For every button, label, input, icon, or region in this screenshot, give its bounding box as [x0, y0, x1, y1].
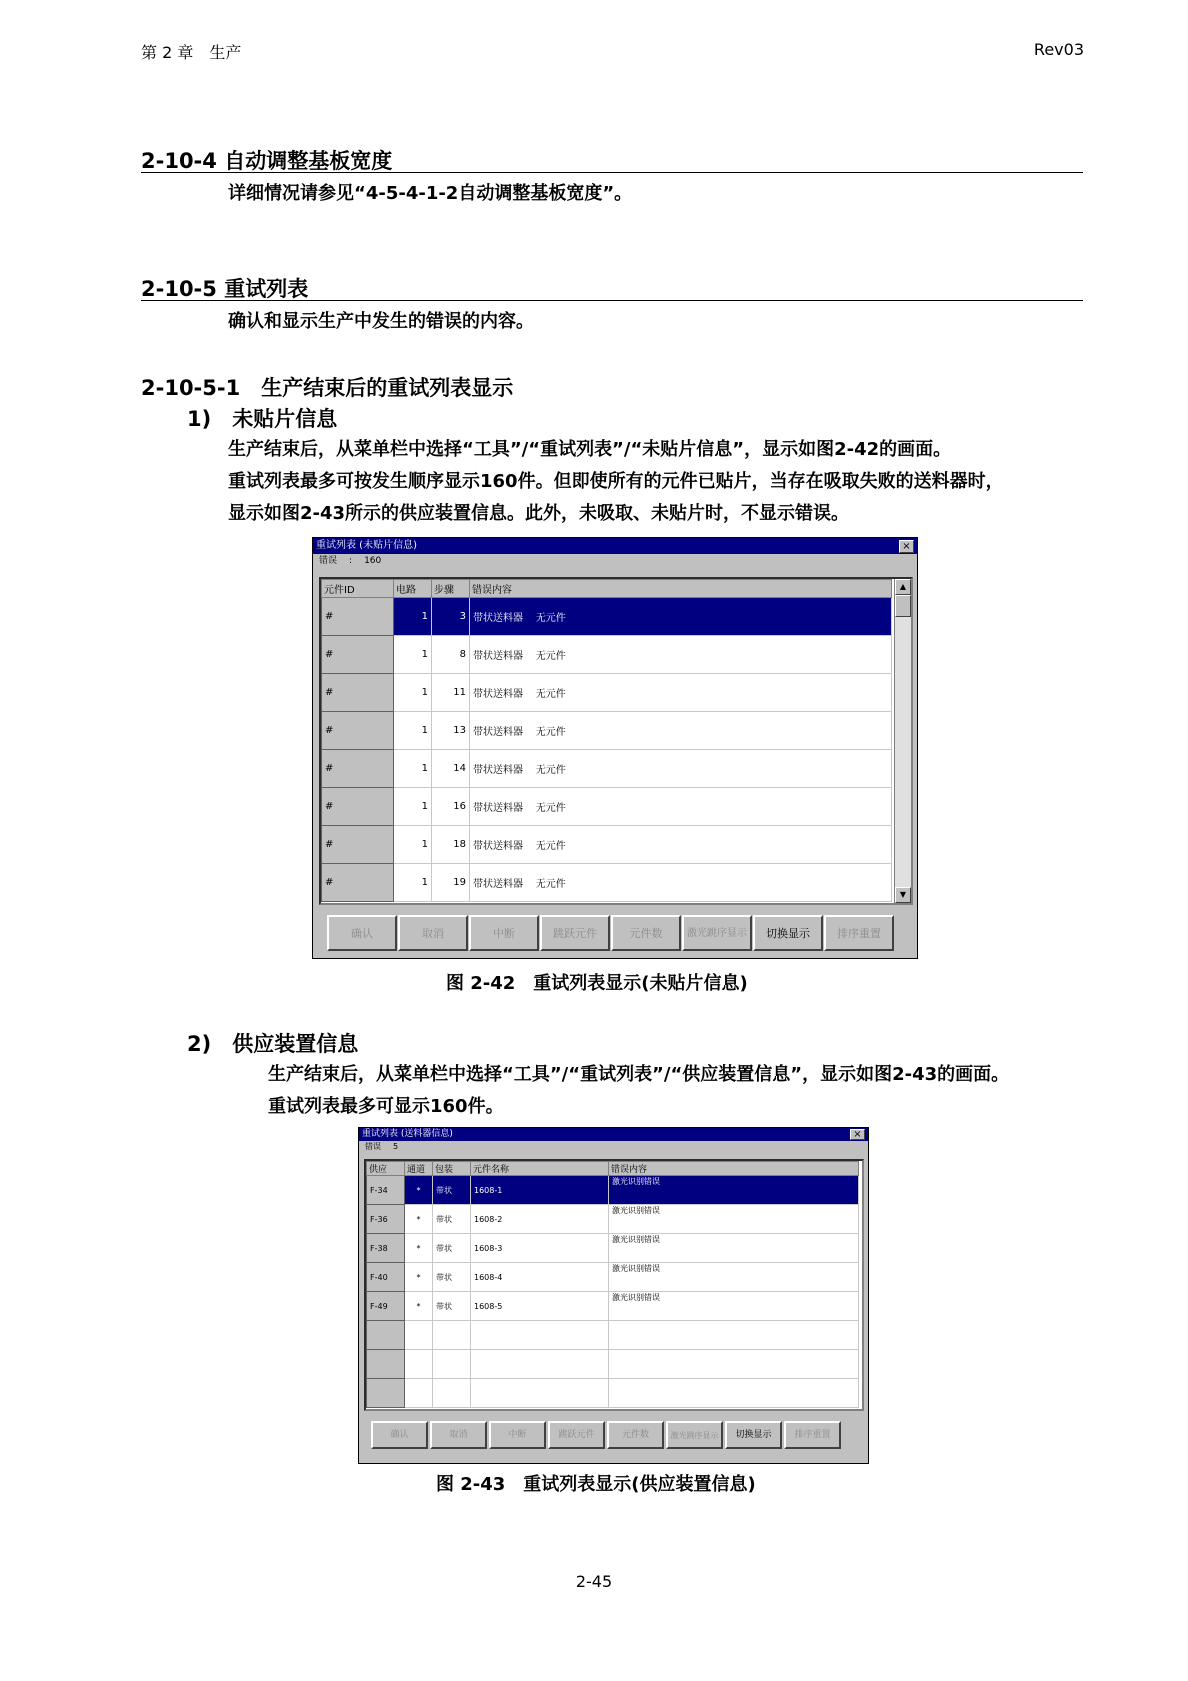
retry-grid[interactable] [364, 1159, 864, 1411]
error-count-line [313, 554, 917, 568]
row-error [470, 750, 892, 788]
row-component-name: 1608-4 [471, 1263, 609, 1292]
error-label: 错误 [365, 1142, 381, 1151]
window-title: 重试列表 (送料器信息) [362, 1129, 453, 1139]
revision-label: Rev03 [1033, 40, 1084, 59]
row-id: # [322, 826, 394, 864]
row-id: # [322, 712, 394, 750]
row-feeder: F-34 [367, 1176, 405, 1205]
toggle-display-button[interactable]: 切换显示 [753, 915, 823, 951]
row-channel: * [405, 1263, 433, 1292]
table-row[interactable] [322, 864, 892, 902]
row-error-msg: 无元件 [535, 689, 566, 700]
row-channel: * [405, 1176, 433, 1205]
vertical-scrollbar[interactable] [894, 579, 911, 903]
scroll-up-icon[interactable]: ▲ [895, 579, 911, 595]
column-header[interactable]: 通道 [405, 1162, 433, 1176]
row-feeder: F-38 [367, 1234, 405, 1263]
row-error [470, 788, 892, 826]
column-header[interactable]: 元件ID [322, 580, 394, 598]
table-row[interactable] [367, 1263, 859, 1292]
table-row[interactable] [322, 826, 892, 864]
row-step: 11 [432, 674, 470, 712]
row-error-type: 带状送料器 [473, 651, 523, 662]
row-id: # [322, 674, 394, 712]
page-number: 2-45 [575, 1572, 613, 1591]
row-id: # [322, 788, 394, 826]
table-row[interactable] [367, 1176, 859, 1205]
button-bar [371, 1421, 841, 1449]
retry-list-window-feeder [358, 1127, 869, 1464]
retry-grid[interactable] [319, 577, 913, 905]
item2-line: 重试列表最多可显示160件。 [268, 1096, 504, 1117]
item1-line: 重试列表最多可按发生顺序显示160件。但即使所有的元件已贴片，当存在吸取失败的送料器时， [228, 471, 1004, 492]
component-count-button[interactable]: 元件数 [611, 915, 681, 951]
column-header[interactable]: 元件名称 [471, 1162, 609, 1176]
section-heading-2-10-5: 2-10-5 重试列表 [141, 277, 309, 301]
table-row[interactable] [367, 1234, 859, 1263]
column-header[interactable]: 错误内容 [470, 580, 892, 598]
chapter-header: 第 2 章 生产 [141, 43, 242, 62]
row-step: 19 [432, 864, 470, 902]
row-step: 13 [432, 712, 470, 750]
row-error-msg: 无元件 [535, 727, 566, 738]
row-circuit: 1 [394, 598, 432, 636]
row-error-type: 带状送料器 [473, 689, 523, 700]
retry-list-window-unplaced [312, 537, 918, 959]
toggle-display-button[interactable]: 切换显示 [725, 1421, 782, 1449]
row-component-name: 1608-3 [471, 1234, 609, 1263]
skip-component-button[interactable]: 跳跃元件 [548, 1421, 605, 1449]
button-bar [327, 915, 894, 951]
table-row[interactable] [322, 712, 892, 750]
row-step: 3 [432, 598, 470, 636]
window-titlebar [359, 1128, 868, 1141]
row-channel: * [405, 1205, 433, 1234]
table-row-empty [367, 1379, 859, 1408]
table-row[interactable] [322, 636, 892, 674]
row-component-name: 1608-5 [471, 1292, 609, 1321]
table-row[interactable] [322, 750, 892, 788]
row-id: # [322, 864, 394, 902]
row-error: 激光识别错误 [609, 1292, 859, 1321]
row-error-msg: 无元件 [535, 879, 566, 890]
row-error-type: 带状送料器 [473, 803, 523, 814]
row-error: 激光识别错误 [609, 1234, 859, 1263]
row-error-type: 带状送料器 [473, 613, 523, 624]
row-package: 带状 [433, 1263, 471, 1292]
row-package: 带状 [433, 1176, 471, 1205]
section-rule [141, 300, 1083, 301]
row-error [470, 598, 892, 636]
reset-sort-button[interactable]: 排序重置 [784, 1421, 841, 1449]
item1-line: 生产结束后，从菜单栏中选择“工具”/“重试列表”/“未贴片信息”，显示如图2-42的画面。 [228, 439, 952, 460]
confirm-button[interactable]: 确认 [327, 915, 397, 951]
subsection-heading: 2-10-5-1 生产结束后的重试列表显示 [141, 376, 514, 400]
row-step: 18 [432, 826, 470, 864]
error-count: 160 [364, 556, 382, 566]
column-header[interactable]: 包装 [433, 1162, 471, 1176]
column-header[interactable]: 步骤 [432, 580, 470, 598]
window-titlebar [313, 538, 917, 554]
row-error-msg: 无元件 [535, 651, 566, 662]
row-error-msg: 无元件 [535, 803, 566, 814]
row-feeder: F-49 [367, 1292, 405, 1321]
section-heading-2-10-4: 2-10-4 自动调整基板宽度 [141, 149, 393, 173]
row-circuit: 1 [394, 826, 432, 864]
table-row[interactable] [322, 788, 892, 826]
row-error [470, 826, 892, 864]
row-package: 带状 [433, 1234, 471, 1263]
row-feeder: F-36 [367, 1205, 405, 1234]
row-error-msg: 无元件 [535, 841, 566, 852]
confirm-button[interactable]: 确认 [371, 1421, 428, 1449]
row-circuit: 1 [394, 750, 432, 788]
figure-caption-2-42: 图 2-42 重试列表显示(未贴片信息) [446, 973, 748, 994]
row-step: 8 [432, 636, 470, 674]
row-circuit: 1 [394, 712, 432, 750]
scroll-thumb[interactable] [895, 595, 911, 617]
error-count: 5 [393, 1142, 399, 1151]
row-step: 14 [432, 750, 470, 788]
row-component-name: 1608-2 [471, 1205, 609, 1234]
row-circuit: 1 [394, 636, 432, 674]
row-error: 激光识别错误 [609, 1205, 859, 1234]
row-package: 带状 [433, 1205, 471, 1234]
row-circuit: 1 [394, 674, 432, 712]
table-row[interactable] [322, 674, 892, 712]
row-error [470, 674, 892, 712]
error-count-line [359, 1141, 868, 1153]
laser-skip-display-button[interactable]: 激光跳序显示 [666, 1421, 723, 1449]
row-step: 16 [432, 788, 470, 826]
item1-line: 显示如图2-43所示的供应装置信息。此外，未吸取、未贴片时，不显示错误。 [228, 503, 850, 524]
item1-title: 1) 未贴片信息 [187, 407, 338, 431]
error-label: 错误 [319, 556, 338, 566]
close-icon[interactable]: × [850, 1129, 865, 1140]
column-header[interactable]: 电路 [394, 580, 432, 598]
figure-caption-2-43: 图 2-43 重试列表显示(供应装置信息) [436, 1474, 756, 1495]
row-error-type: 带状送料器 [473, 841, 523, 852]
table-row[interactable] [322, 598, 892, 636]
row-error: 激光识别错误 [609, 1263, 859, 1292]
item2-title: 2) 供应装置信息 [187, 1032, 359, 1056]
row-channel: * [405, 1292, 433, 1321]
row-error [470, 712, 892, 750]
row-circuit: 1 [394, 864, 432, 902]
row-id: # [322, 598, 394, 636]
row-error: 激光识别错误 [609, 1176, 859, 1205]
row-error-msg: 无元件 [535, 765, 566, 776]
section-text-2-10-4: 详细情况请参见“4-5-4-1-2自动调整基板宽度”。 [228, 183, 633, 204]
column-header[interactable]: 供应 [367, 1162, 405, 1176]
row-circuit: 1 [394, 788, 432, 826]
interrupt-button[interactable]: 中断 [489, 1421, 546, 1449]
error-separator: : [349, 556, 353, 566]
row-feeder: F-40 [367, 1263, 405, 1292]
close-icon[interactable]: × [899, 540, 914, 553]
cancel-button[interactable]: 取消 [430, 1421, 487, 1449]
row-error [470, 864, 892, 902]
table-row[interactable] [367, 1205, 859, 1234]
interrupt-button[interactable]: 中断 [469, 915, 539, 951]
row-error-type: 带状送料器 [473, 765, 523, 776]
item2-line: 生产结束后，从菜单栏中选择“工具”/“重试列表”/“供应装置信息”，显示如图2-43的画面。 [268, 1064, 1010, 1085]
row-error-type: 带状送料器 [473, 879, 523, 890]
skip-component-button[interactable]: 跳跃元件 [540, 915, 610, 951]
row-error [470, 636, 892, 674]
window-title: 重试列表 (未贴片信息) [316, 540, 417, 551]
laser-skip-display-button[interactable]: 激光跳序显示 [682, 915, 752, 951]
row-channel: * [405, 1234, 433, 1263]
table-row-empty [367, 1321, 859, 1350]
column-header[interactable]: 错误内容 [609, 1162, 859, 1176]
row-id: # [322, 636, 394, 674]
reset-sort-button[interactable]: 排序重置 [824, 915, 894, 951]
row-package: 带状 [433, 1292, 471, 1321]
cancel-button[interactable]: 取消 [398, 915, 468, 951]
row-error-type: 带状送料器 [473, 727, 523, 738]
scroll-down-icon[interactable]: ▼ [895, 887, 911, 903]
row-component-name: 1608-1 [471, 1176, 609, 1205]
table-row-empty [367, 1350, 859, 1379]
table-row[interactable] [367, 1292, 859, 1321]
row-error-msg: 无元件 [535, 613, 566, 624]
section-text-2-10-5: 确认和显示生产中发生的错误的内容。 [228, 311, 534, 332]
component-count-button[interactable]: 元件数 [607, 1421, 664, 1449]
section-rule [141, 172, 1083, 173]
row-id: # [322, 750, 394, 788]
